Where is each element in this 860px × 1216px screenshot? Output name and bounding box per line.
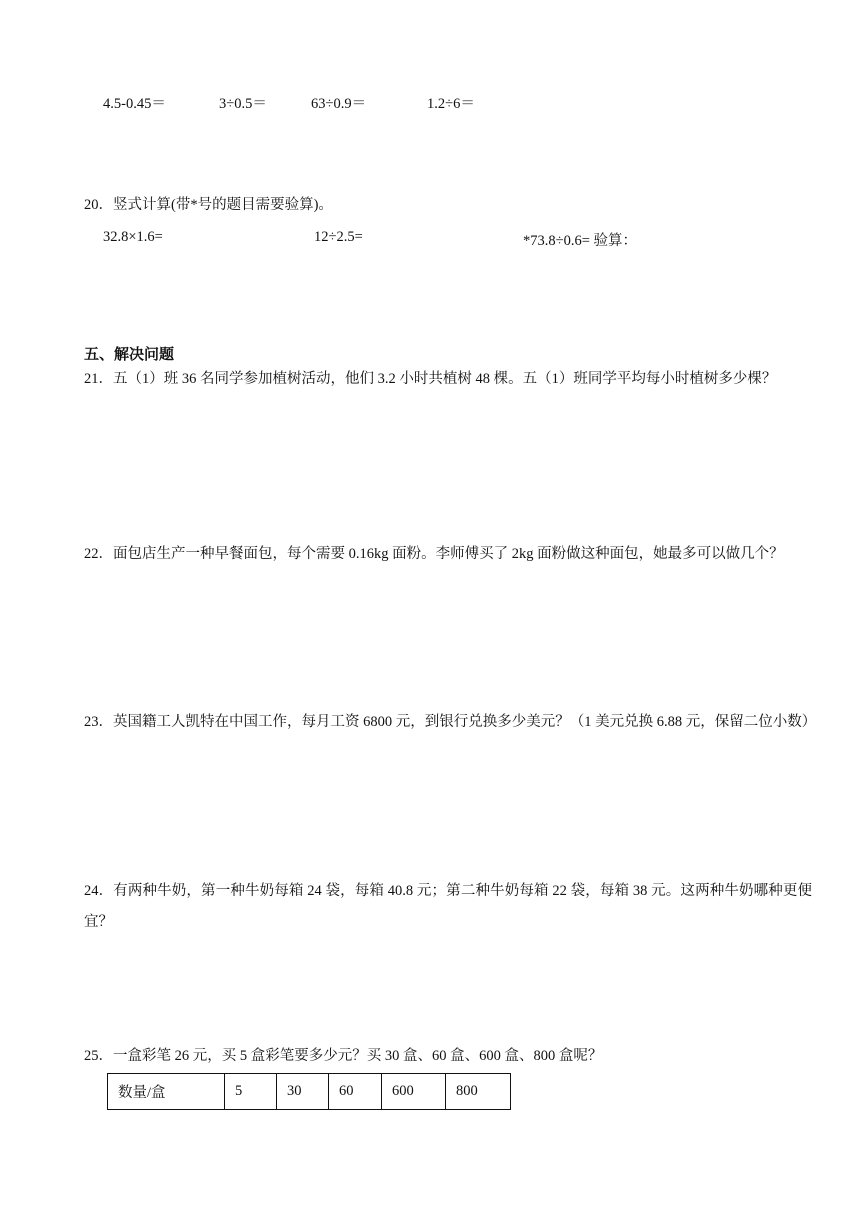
calc-item-1: 4.5-0.45＝ [103, 96, 166, 112]
table-row [108, 1074, 511, 1110]
question-24: 24．有两种牛奶，第一种牛奶每箱 24 袋，每箱 40.8 元；第二种牛奶每箱 22 袋，每箱 38 元。这两种牛奶哪种更便宜？ [84, 883, 812, 930]
section-heading: 五、解决问题 [84, 345, 175, 363]
question-25: 25．一盒彩笔 26 元，买 5 盒彩笔要多少元？买 30 盒、60 盒、600 盒、800 盒呢？ [84, 1048, 603, 1064]
table-cell: 30 [277, 1074, 329, 1110]
q20-item-3: *73.8÷0.6= 验算： [523, 233, 638, 249]
calc-item-4: 1.2÷6＝ [427, 96, 475, 112]
q20-item-1: 32.8×1.6= [103, 229, 163, 245]
question-20-title: 20．竖式计算(带*号的题目需要验算)。 [84, 197, 333, 213]
question-21: 21．五（1）班 36 名同学参加植树活动，他们 3.2 小时共植树 48 棵。五（1）班同学平均每小时植树多少棵？ [84, 371, 777, 387]
calc-item-3: 63÷0.9＝ [311, 96, 367, 112]
table-cell: 60 [329, 1074, 382, 1110]
table-cell: 5 [225, 1074, 277, 1110]
table-header-cell: 数量/盒 [108, 1074, 225, 1110]
calc-item-2: 3÷0.5＝ [219, 96, 267, 112]
q20-item-2: 12÷2.5= [314, 229, 363, 245]
question-22: 22．面包店生产一种早餐面包，每个需要 0.16kg 面粉。李师傅买了 2kg 面粉做这种面包，她最多可以做几个？ [84, 546, 784, 562]
table-cell: 800 [446, 1074, 511, 1110]
table-cell: 600 [382, 1074, 446, 1110]
quantity-table [107, 1073, 511, 1110]
question-23: 23．英国籍工人凯特在中国工作，每月工资 6800 元，到银行兑换多少美元？（1 美元兑换 6.88 元，保留二位小数） [84, 714, 817, 730]
